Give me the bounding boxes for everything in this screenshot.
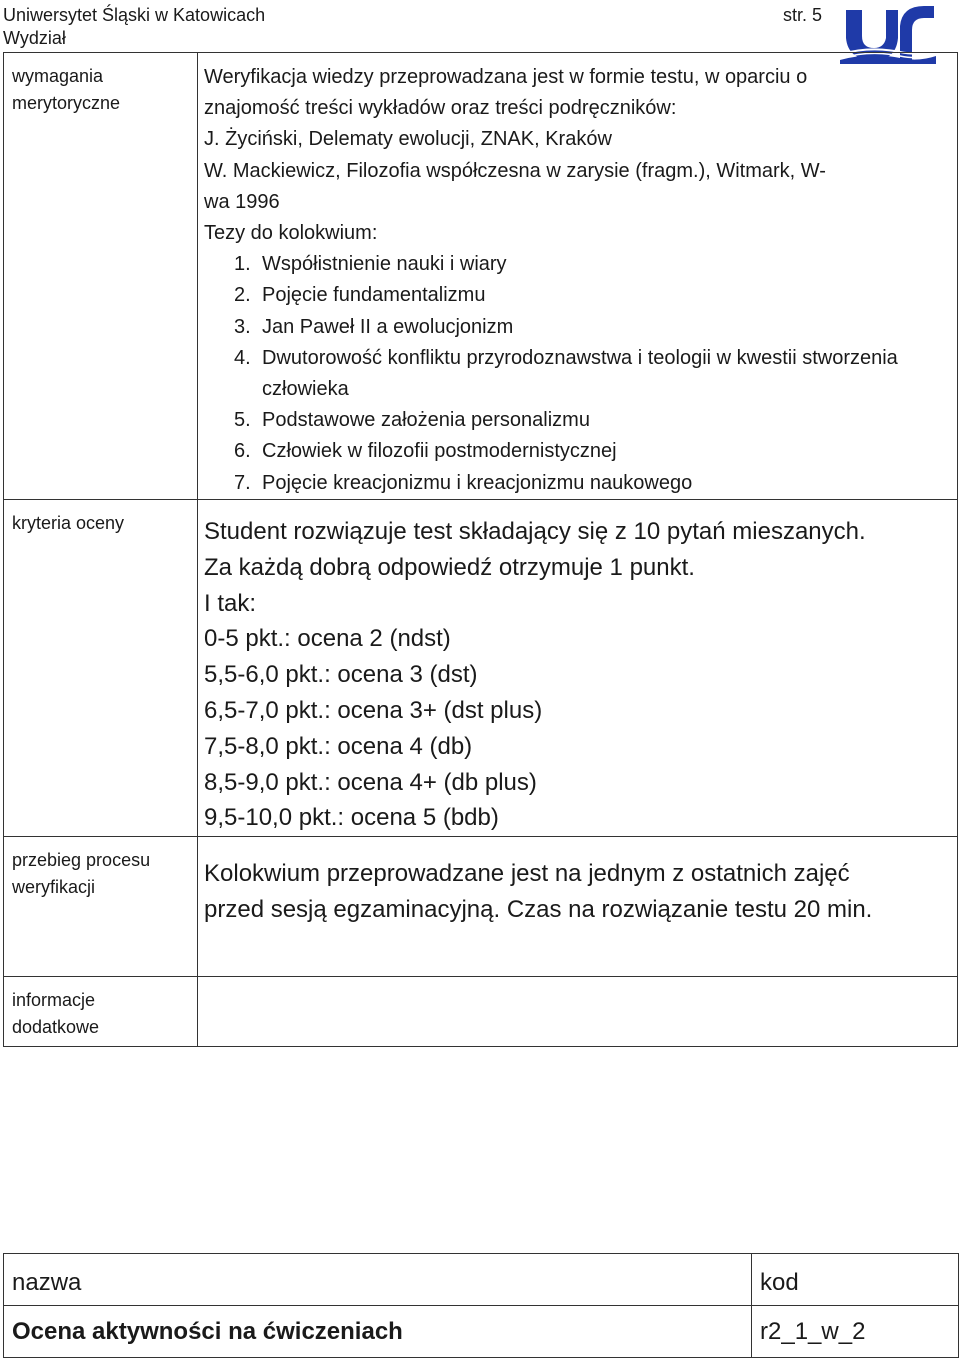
page-number: str. 5: [783, 5, 823, 25]
list-item: 1. Współistnienie nauki i wiary: [234, 253, 507, 276]
table-row: [4, 837, 958, 977]
table-row: [4, 53, 958, 500]
table-row: [4, 977, 958, 1047]
course-footer-table: [3, 1253, 959, 1358]
list-item: 4. Dwutorowość konfliktu przyrodoznawstwa i teologii w kwestii stworzenia człowieka: [234, 346, 898, 401]
course-code: r2_1_w_2: [752, 1306, 959, 1358]
table-row: [4, 1254, 959, 1306]
additional-info-content: [198, 977, 958, 1047]
list-item: 5. Podstawowe założenia personalizmu: [234, 409, 590, 432]
row-label: przebieg procesu weryfikacji: [4, 837, 198, 977]
list-item: 7. Pojęcie kreacjonizmu i kreacjonizmu naukowego: [234, 471, 693, 494]
code-header: kod: [752, 1254, 959, 1306]
list-item: 2. Pojęcie fundamentalizmu: [234, 284, 486, 307]
name-header: nazwa: [4, 1254, 752, 1306]
university-name: Uniwersytet Śląski w Katowicach: [3, 5, 266, 25]
list-item: 3. Jan Paweł II a ewolucjonizm: [234, 315, 514, 338]
verification-process-content: Kolokwium przeprowadzane jest na jednym z ostatnich zajęć przed sesją egzaminacyjną. Czas na rozwiązanie testu 20 min.: [198, 837, 958, 977]
table-row: [4, 500, 958, 837]
row-label: wymagania merytoryczne: [4, 53, 198, 500]
criteria-content: Student rozwiązuje test składający się z 10 pytań mieszanych. Za każdą dobrą odpowiedź otrzymuje 1 punkt. I tak: 0-5 pkt.: ocena 2 (ndst) 5,5-6,0 pkt.: ocena 3 (dst) 6,5-7,0 pkt.: ocena 3+ (dst plus) 7,5-8,0 pkt.: ocena 4 (db) 8,5-9,0 pkt.: ocena 4+ (db plus) 9,5-10,0 pkt.: ocena 5 (bdb): [198, 500, 958, 837]
department-name: Wydział: [3, 28, 66, 48]
requirements-content: Weryfikacja wiedzy przeprowadzana jest w formie testu, w oparciu o znajomość treści wykładów oraz treści podręczników: J. Życiński, Delematy ewolucji, ZNAK, Kraków W. Mackiewicz, Filozofia współczesna w zarysie (fragm.), Witmark, W- wa 1996 Tezy do kolokwium: 1. Współistnienie nauki i wiary 2. Pojęcie fundamentalizmu 3. Jan Paweł II a ewolucjonizm 4. Dwutorowość konfliktu przyrodoznawstwa i teologii w kwestii stworzenia człowieka 5. Podstawowe założenia personalizmu 6. Człowiek w filozofii postmodernistycznej 7. Pojęcie kreacjonizmu i kreacjonizmu naukowego: [198, 53, 958, 500]
syllabus-table: [3, 52, 958, 1047]
table-row: [4, 1306, 959, 1358]
course-name: Ocena aktywności na ćwiczeniach: [4, 1306, 752, 1358]
row-label: kryteria oceny: [4, 500, 198, 837]
list-item: 6. Człowiek w filozofii postmodernistycznej: [234, 440, 617, 463]
theses-list: [204, 249, 957, 499]
document-header: [3, 4, 265, 50]
row-label: informacje dodatkowe: [4, 977, 198, 1047]
